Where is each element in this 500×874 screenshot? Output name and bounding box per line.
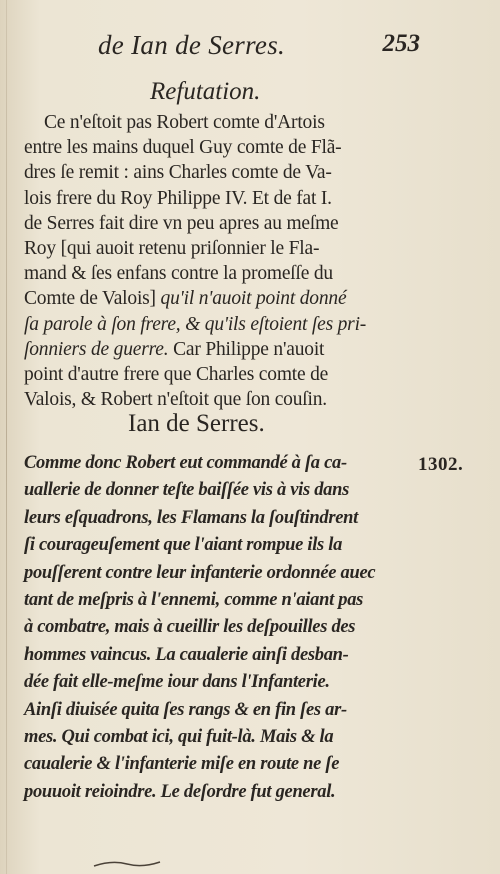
text-line: mand & ſes enfans contre la promeſſe du bbox=[24, 263, 333, 285]
text-line: pouſſerent contre leur infanterie ordonnée auec bbox=[24, 562, 376, 583]
text-line: mes. Qui combat ici, qui fuit-là. Mais & la bbox=[24, 727, 334, 748]
refutation-text bbox=[24, 110, 394, 412]
page-edge-shadow bbox=[6, 0, 7, 874]
text-line: caualerie & l'infanterie miſe en route ne ſe bbox=[24, 754, 340, 775]
page-header bbox=[98, 24, 428, 64]
text-line: dée fait elle-meſme iour dans l'Infanterie. bbox=[24, 672, 330, 693]
roman-run: Car Philippe n'auoit bbox=[173, 338, 325, 360]
text-line: entre les mains duquel Guy comte de Flã- bbox=[24, 137, 342, 159]
text-line: à combatre, mais à cueillir les deſpouilles des bbox=[24, 617, 356, 638]
text-line: lois frere du Roy Philippe IV. Et de fat I. bbox=[24, 187, 332, 209]
roman-run: Comte de Valois] bbox=[24, 288, 161, 310]
text-line: de Serres fait dire vn peu apres au meſme bbox=[24, 212, 339, 234]
text-line: Valois, & Robert n'eſtoit que ſon couſin. bbox=[24, 389, 327, 411]
text-line: ſi courageuſement que l'aiant rompue ils la bbox=[24, 535, 343, 556]
text-line: tant de meſpris à l'ennemi, comme n'aiant pas bbox=[24, 590, 364, 611]
text-line: Roy [qui auoit retenu priſonnier le Fla- bbox=[24, 238, 320, 260]
page-number: 253 bbox=[382, 30, 420, 57]
running-head: de Ian de Serres. bbox=[98, 30, 286, 60]
text-line: ſa parole à ſon frere, & qu'ils eſtoient ſes pri- bbox=[24, 313, 367, 335]
text-line: hommes vaincus. La caualerie ainſi desban- bbox=[24, 644, 349, 665]
text-line bbox=[24, 337, 394, 362]
text-line: Ce n'eſtoit pas Robert comte d'Artois bbox=[44, 112, 325, 133]
text-line: pouuoit reioindre. Le deſordre fut general. bbox=[24, 781, 336, 802]
ink-mark bbox=[92, 858, 162, 868]
text-line: Comme donc Robert eut commandé à ſa ca- bbox=[24, 453, 347, 473]
quoted-text bbox=[24, 450, 404, 806]
text-line: dres ſe remit : ains Charles comte de Va- bbox=[24, 162, 332, 184]
text-line: leurs eſquadrons, les Flamans la ſouſtindrent bbox=[24, 507, 358, 528]
text-line: Ainſi diuisée quita ſes rangs & en fin ſes ar- bbox=[24, 699, 347, 720]
text-line bbox=[24, 286, 394, 311]
text-line: uallerie de donner teſte baiſſée vis à vis dans bbox=[24, 480, 350, 501]
italic-run: qu'il n'auoit point donné bbox=[160, 288, 347, 310]
section-title: Refutation. bbox=[150, 78, 261, 105]
italic-run: ſonniers de guerre. bbox=[24, 338, 174, 360]
text-line: point d'autre frere que Charles comte de bbox=[24, 364, 329, 386]
margin-year: 1302. bbox=[418, 454, 464, 475]
subhead: Ian de Serres. bbox=[128, 410, 265, 437]
